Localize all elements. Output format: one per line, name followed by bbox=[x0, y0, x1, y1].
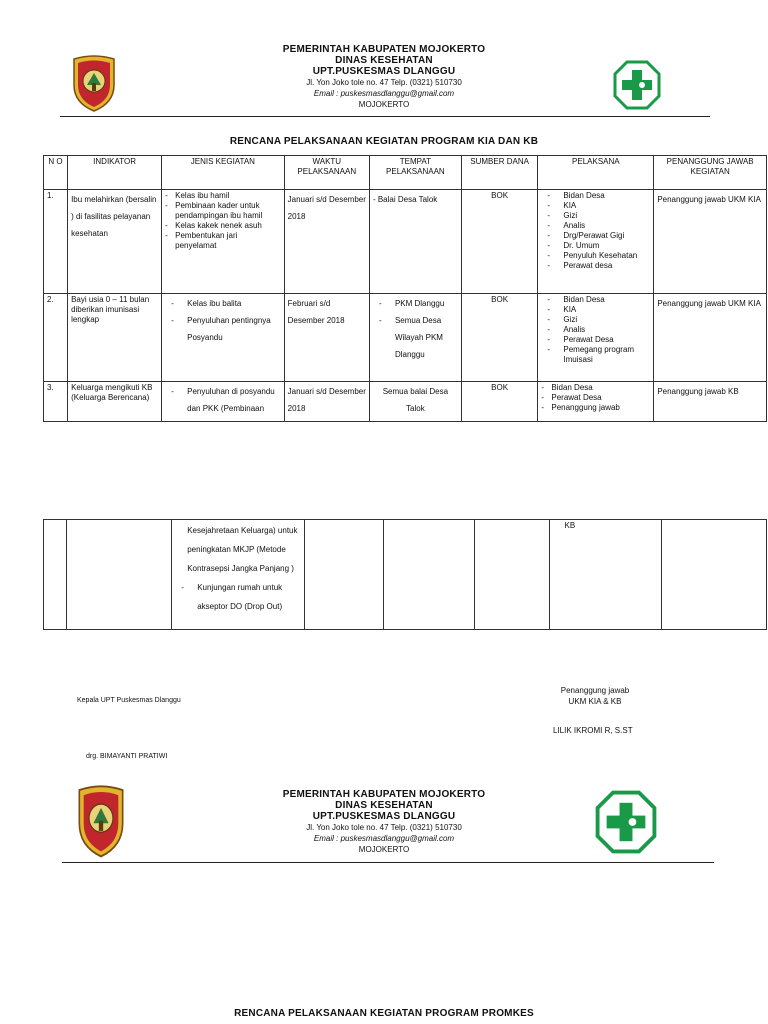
list-item: - Gizi bbox=[541, 211, 650, 221]
list-item: - Bidan Desa bbox=[541, 383, 650, 393]
header-line2: DINAS KESEHATAN bbox=[335, 55, 433, 66]
row3-pelaksana bbox=[538, 382, 654, 422]
cont-sumber bbox=[474, 520, 550, 630]
list-item: - KIA bbox=[541, 305, 650, 315]
row3-tempat: Semua balai Desa Talok bbox=[369, 382, 461, 422]
list-item: - Pembinaan kader untuk pendampingan ibu hamil bbox=[165, 201, 281, 221]
list-item: - Analis bbox=[541, 325, 650, 335]
header-email: Email : puskesmasdlanggu@gmail.com bbox=[313, 834, 455, 843]
cont-no bbox=[44, 520, 67, 630]
header-line1: PEMERINTAH KABUPATEN MOJOKERTO bbox=[282, 44, 486, 55]
row1-tempat: - Balai Desa Talok bbox=[369, 190, 461, 294]
header-address: Jl. Yon Joko tole no. 47 Telp. (0321) 510730 bbox=[306, 823, 462, 832]
list-item: - Penyuluh Kesehatan bbox=[541, 251, 650, 261]
list-item: - Perawat desa bbox=[541, 261, 650, 271]
row2-sumber: BOK bbox=[461, 294, 538, 382]
table-header-row bbox=[44, 156, 767, 190]
row3-jenis bbox=[162, 382, 285, 422]
signature-left-title: Kepala UPT Puskesmas Dlanggu bbox=[77, 697, 181, 704]
row2-waktu: Februari s/d Desember 2018 bbox=[284, 294, 369, 382]
row1-jenis bbox=[162, 190, 285, 294]
header-city: MOJOKERTO bbox=[358, 100, 410, 109]
list-item: - Pemegang program Imuisasi bbox=[541, 345, 650, 365]
list-item: - Semua Desa Wilayah PKM Dlanggu bbox=[373, 312, 458, 363]
row3-waktu: Januari s/d Desember 2018 bbox=[284, 382, 369, 422]
row2-indikator: Bayi usia 0 – 11 bulan diberikan imunisasi lengkap bbox=[68, 294, 162, 382]
signature-left-name: drg. BIMAYANTI PRATIWI bbox=[86, 753, 168, 760]
list-item: - Perawat Desa bbox=[541, 393, 650, 403]
header-jenis: JENIS KEGIATAN bbox=[162, 156, 285, 190]
row1-sumber: BOK bbox=[461, 190, 538, 294]
signature-right-name: LILIK IKROMI R, S.ST bbox=[553, 726, 633, 735]
list-item: - Gizi bbox=[541, 315, 650, 325]
continuation-table bbox=[43, 519, 767, 630]
row3-sumber: BOK bbox=[461, 382, 538, 422]
row2-jenis bbox=[162, 294, 285, 382]
signature-right-title1: Penanggung jawab bbox=[560, 686, 630, 695]
table-row bbox=[44, 382, 767, 422]
table-row bbox=[44, 294, 767, 382]
cont-pj bbox=[661, 520, 766, 630]
list-item: - Pembentukan jari penyelamat bbox=[165, 231, 281, 251]
header-divider bbox=[60, 116, 710, 117]
list-item: - Kunjungan rumah untuk akseptor DO (Drop Out) bbox=[175, 578, 300, 616]
row1-waktu: Januari s/d Desember 2018 bbox=[284, 190, 369, 294]
table-row bbox=[44, 520, 767, 630]
list-item: - Bidan Desa bbox=[541, 191, 650, 201]
list-item: - Kelas ibu balita bbox=[165, 295, 281, 312]
cont-jenis bbox=[172, 520, 304, 630]
list-item: - Bidan Desa bbox=[541, 295, 650, 305]
header-email: Email : puskesmasdlanggu@gmail.com bbox=[313, 89, 455, 98]
list-item: - Penyuluhan pentingnya Posyandu bbox=[165, 312, 281, 346]
header-line1: PEMERINTAH KABUPATEN MOJOKERTO bbox=[282, 789, 486, 800]
cont-pelaksana: KB bbox=[550, 520, 661, 630]
list-item: - Kelas kakek nenek asuh bbox=[165, 221, 281, 231]
header-indikator: INDIKATOR bbox=[68, 156, 162, 190]
letterhead-top bbox=[0, 44, 768, 110]
row1-indikator: Ibu melahirkan (bersalin ) di fasilitas pelayanan kesehatan bbox=[68, 190, 162, 294]
table-row bbox=[44, 190, 767, 294]
row2-pj: Penanggung jawab UKM KIA bbox=[654, 294, 767, 382]
cont-tempat bbox=[384, 520, 474, 630]
header-line3: UPT.PUSKESMAS DLANGGU bbox=[312, 811, 456, 822]
row2-pelaksana bbox=[538, 294, 654, 382]
header-sumber: SUMBER DANA bbox=[461, 156, 538, 190]
row1-no: 1. bbox=[44, 190, 68, 294]
cont-indikator bbox=[67, 520, 172, 630]
row3-indikator: Keluarga mengikuti KB (Keluarga Berencana) bbox=[68, 382, 162, 422]
row2-tempat bbox=[369, 294, 461, 382]
list-item: - Dr. Umum bbox=[541, 241, 650, 251]
list-item: - Kelas ibu hamil bbox=[165, 191, 281, 201]
row2-no: 2. bbox=[44, 294, 68, 382]
row3-pj: Penanggung jawab KB bbox=[654, 382, 767, 422]
header-city: MOJOKERTO bbox=[358, 845, 410, 854]
list-item: - PKM Dlanggu bbox=[373, 295, 458, 312]
row1-pelaksana bbox=[538, 190, 654, 294]
header-no: N O bbox=[44, 156, 68, 190]
list-item: - Analis bbox=[541, 221, 650, 231]
header-tempat: TEMPAT PELAKSANAAN bbox=[369, 156, 461, 190]
row1-pj: Penanggung jawab UKM KIA bbox=[654, 190, 767, 294]
header-line2: DINAS KESEHATAN bbox=[335, 800, 433, 811]
document-title: RENCANA PELAKSANAAN KEGIATAN PROGRAM KIA DAN KB bbox=[229, 136, 539, 147]
row3-no: 3. bbox=[44, 382, 68, 422]
list-item: - Penanggung jawab bbox=[541, 403, 650, 413]
list-item: - Penyuluhan di posyandu dan PKK (Pembinaan bbox=[165, 383, 281, 417]
list-item: - KIA bbox=[541, 201, 650, 211]
header-divider bbox=[62, 862, 714, 863]
signature-right-title2: UKM KIA & KB bbox=[568, 697, 622, 706]
cont-waktu bbox=[304, 520, 384, 630]
list-item: - Drg/Perawat Gigi bbox=[541, 231, 650, 241]
header-pelaksana: PELAKSANA bbox=[538, 156, 654, 190]
document-title-second: RENCANA PELAKSANAAN KEGIATAN PROGRAM PROMKES bbox=[234, 1008, 534, 1019]
cont-jenis-text: Kesejahretaan Keluarga) untuk peningkatan MKJP (Metode Kontrasepsi Jangka Panjang ) bbox=[187, 526, 298, 573]
header-address: Jl. Yon Joko tole no. 47 Telp. (0321) 510730 bbox=[306, 78, 462, 87]
header-waktu: WAKTU PELAKSANAAN bbox=[284, 156, 369, 190]
letterhead-second bbox=[0, 789, 768, 855]
list-item: - Perawat Desa bbox=[541, 335, 650, 345]
header-pj: PENANGGUNG JAWAB KEGIATAN bbox=[654, 156, 767, 190]
header-line3: UPT.PUSKESMAS DLANGGU bbox=[312, 66, 456, 77]
activity-table bbox=[43, 155, 767, 422]
